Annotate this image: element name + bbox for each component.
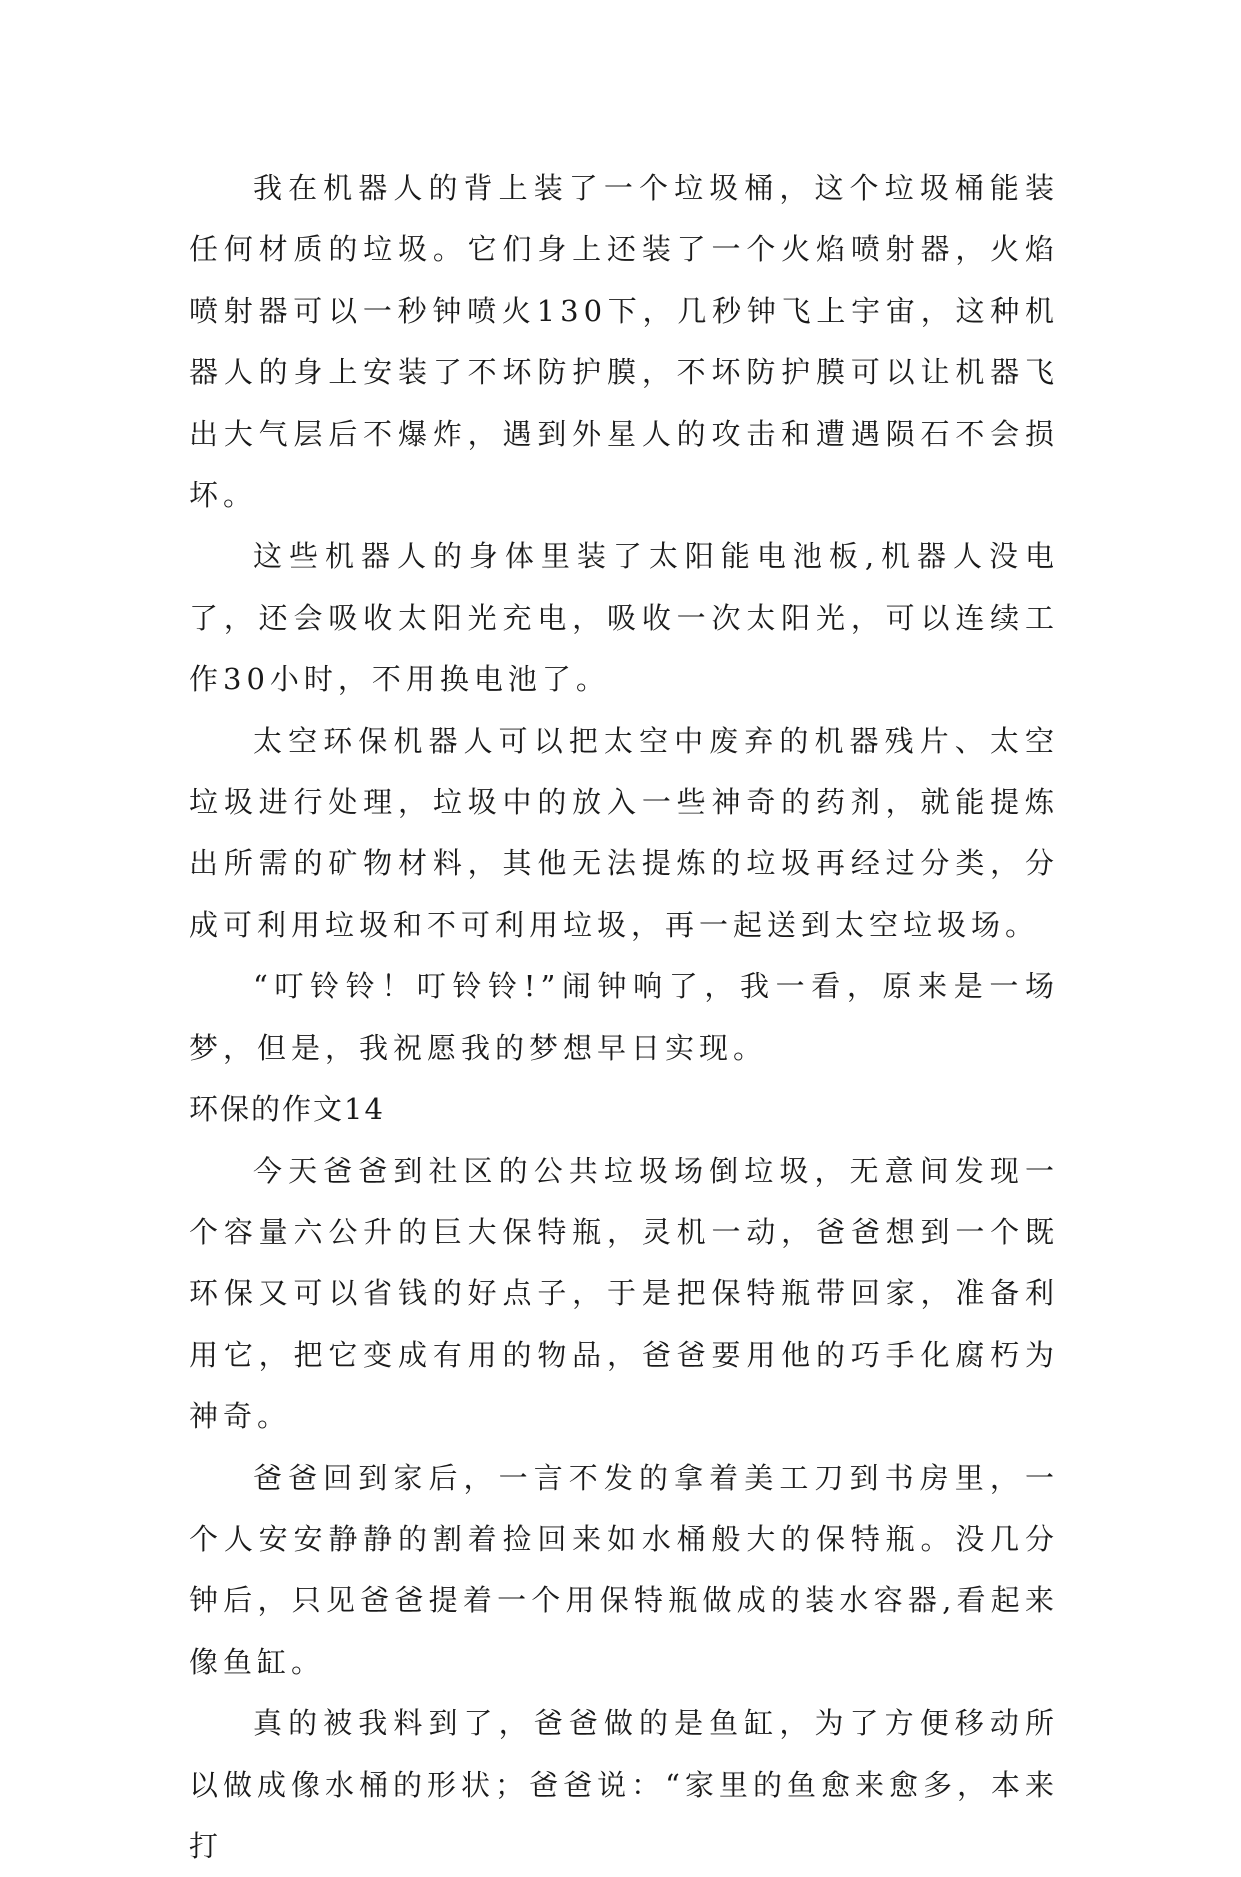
paragraph-fish-tank: 真的被我料到了，爸爸做的是鱼缸，为了方便移动所以做成像水桶的形状；爸爸说：“家里的鱼愈来愈多，本来打 bbox=[189, 1706, 1059, 1863]
paragraph-solar-panel: 这些机器人的身体里装了太阳能电池板,机器人没电了，还会吸收太阳光充电，吸收一次太阳光，可以连续工作30小时，不用换电池了。 bbox=[189, 539, 1059, 697]
paragraph-alarm-dream: “叮铃铃！叮铃铃!”闹钟响了，我一看，原来是一场梦，但是，我祝愿我的梦想早日实现。 bbox=[189, 969, 1059, 1065]
paragraph-bottle-cutting: 爸爸回到家后，一言不发的拿着美工刀到书房里，一个人安安静静的割着捡回来如水桶般大的保特瓶。没几分钟后，只见爸爸提着一个用保特瓶做成的装水容器,看起来像鱼缸。 bbox=[189, 1460, 1059, 1679]
section-heading: 环保的作文14 bbox=[189, 1092, 385, 1127]
paragraph-bottle-found: 今天爸爸到社区的公共垃圾场倒垃圾，无意间发现一个容量六公升的巨大保特瓶，灵机一动，爸爸想到一个既环保又可以省钱的好点子，于是把保特瓶带回家，准备利用它，把它变成有用的物品，爸爸要用他的巧手化腐朽为神奇。 bbox=[189, 1153, 1059, 1434]
paragraph-robot-trash-bin: 我在机器人的背上装了一个垃圾桶，这个垃圾桶能装任何材质的垃圾。它们身上还装了一个火焰喷射器，火焰喷射器可以一秒钟喷火130下，几秒钟飞上宇宙，这种机器人的身上安装了不坏防护膜，不坏防护膜可以让机器飞出大气层后不爆炸，遇到外星人的攻击和遭遇陨石不会损坏。 bbox=[189, 171, 1059, 513]
paragraph-space-cleanup: 太空环保机器人可以把太空中废弃的机器残片、太空垃圾进行处理，垃圾中的放入一些神奇的药剂，就能提炼出所需的矿物材料，其他无法提炼的垃圾再经过分类，分成可利用垃圾和不可利用垃圾，再一起送到太空垃圾场。 bbox=[189, 723, 1059, 942]
document-body bbox=[189, 158, 1059, 1877]
